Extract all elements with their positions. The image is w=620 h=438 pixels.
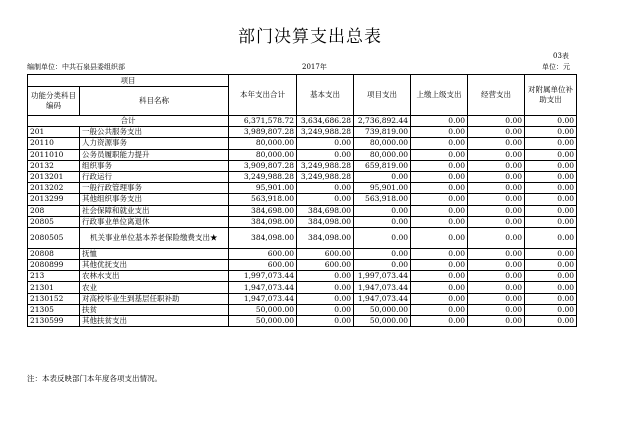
row-code: 21301: [28, 282, 80, 293]
total-total: 6,371,578.72: [229, 116, 297, 127]
table-row: [28, 127, 577, 138]
row-basic: 0.00: [297, 183, 354, 194]
row-upper: 0.00: [411, 138, 468, 149]
table-row: [28, 271, 577, 282]
row-basic: 0.00: [297, 194, 354, 205]
row-project: 80,000.00: [354, 149, 411, 160]
row-project: 95,901.00: [354, 183, 411, 194]
row-code: 20132: [28, 160, 80, 171]
table-row: [28, 316, 577, 327]
row-basic: 0.00: [297, 138, 354, 149]
row-subject-name: 行政运行: [80, 171, 229, 182]
row-subject-name: 农业: [80, 282, 229, 293]
row-upper: 0.00: [411, 271, 468, 282]
row-basic: 3,249,988.28: [297, 160, 354, 171]
row-business: 0.00: [468, 171, 525, 182]
table-note: 注：本表反映部门本年度各项支出情况。: [27, 374, 162, 383]
row-project: 0.00: [354, 248, 411, 259]
row-total: 3,909,807.28: [229, 160, 297, 171]
row-total: 384,098.00: [229, 227, 297, 248]
row-subject-name: 其他组织事务支出: [80, 194, 229, 205]
row-code: 20808: [28, 248, 80, 259]
row-upper: 0.00: [411, 293, 468, 304]
row-subsidy: 0.00: [525, 227, 577, 248]
header-item-group: 项目: [28, 75, 229, 87]
row-project: 1,947,073.44: [354, 282, 411, 293]
row-upper: 0.00: [411, 260, 468, 271]
row-project: 659,819.00: [354, 160, 411, 171]
currency-unit: 单位：元: [542, 63, 570, 71]
row-subsidy: 0.00: [525, 194, 577, 205]
row-subject-name: 公务员履职能力提升: [80, 149, 229, 160]
row-project: 0.00: [354, 171, 411, 182]
row-total: 384,098.00: [229, 216, 297, 227]
row-total: 3,989,807.28: [229, 127, 297, 138]
row-total: 384,698.00: [229, 205, 297, 216]
table-row: [28, 205, 577, 216]
row-basic: 0.00: [297, 316, 354, 327]
row-total: 80,000.00: [229, 149, 297, 160]
row-basic: 384,098.00: [297, 216, 354, 227]
row-project: 0.00: [354, 205, 411, 216]
header-func-code: 功能分类科目编码: [28, 87, 80, 116]
compiling-unit: 编制单位：中共石泉县委组织部: [27, 63, 125, 71]
page-title: 部门决算支出总表: [238, 27, 382, 47]
row-business: 0.00: [468, 316, 525, 327]
row-subject-name: 一般行政管理事务: [80, 183, 229, 194]
row-upper: 0.00: [411, 127, 468, 138]
row-project: 80,000.00: [354, 138, 411, 149]
row-business: 0.00: [468, 293, 525, 304]
report-year: 2017年: [302, 63, 327, 71]
row-total: 50,000.00: [229, 316, 297, 327]
header-basic: 基本支出: [297, 75, 354, 116]
row-upper: 0.00: [411, 160, 468, 171]
row-business: 0.00: [468, 248, 525, 259]
row-upper: 0.00: [411, 171, 468, 182]
row-subsidy: 0.00: [525, 205, 577, 216]
header-business: 经营支出: [468, 75, 525, 116]
header-total: 本年支出合计: [229, 75, 297, 116]
header-row-group: [28, 75, 577, 87]
row-upper: 0.00: [411, 149, 468, 160]
table-row: [28, 227, 577, 248]
row-total: 80,000.00: [229, 138, 297, 149]
table-row: [28, 260, 577, 271]
row-subject-name: 对高校毕业生到基层任职补助: [80, 293, 229, 304]
table-row: [28, 282, 577, 293]
row-upper: 0.00: [411, 316, 468, 327]
row-subject-name: 其他优抚支出: [80, 260, 229, 271]
row-business: 0.00: [468, 282, 525, 293]
row-code: 2080899: [28, 260, 80, 271]
row-code: 2011010: [28, 149, 80, 160]
row-total: 600.00: [229, 248, 297, 259]
table-row: [28, 183, 577, 194]
row-subsidy: 0.00: [525, 160, 577, 171]
row-business: 0.00: [468, 216, 525, 227]
row-upper: 0.00: [411, 216, 468, 227]
row-subject-name: 人力资源事务: [80, 138, 229, 149]
row-total: 1,947,073.44: [229, 293, 297, 304]
table-number: 03表: [553, 52, 569, 60]
row-code: 208: [28, 205, 80, 216]
row-subject-name: 组织事务: [80, 160, 229, 171]
row-business: 0.00: [468, 183, 525, 194]
row-basic: 0.00: [297, 304, 354, 315]
row-project: 0.00: [354, 216, 411, 227]
row-subsidy: 0.00: [525, 216, 577, 227]
row-business: 0.00: [468, 205, 525, 216]
row-code: 201: [28, 127, 80, 138]
total-upper: 0.00: [411, 116, 468, 127]
table-row: [28, 248, 577, 259]
row-subject-name: 机关事业单位基本养老保险缴费支出★: [80, 227, 229, 248]
row-subject-name: 其他扶贫支出: [80, 316, 229, 327]
row-project: 739,819.00: [354, 127, 411, 138]
row-project: 563,918.00: [354, 194, 411, 205]
row-project: 50,000.00: [354, 316, 411, 327]
row-subsidy: 0.00: [525, 260, 577, 271]
row-project: 50,000.00: [354, 304, 411, 315]
row-subject-name: 农林水支出: [80, 271, 229, 282]
row-business: 0.00: [468, 227, 525, 248]
row-subsidy: 0.00: [525, 138, 577, 149]
row-subsidy: 0.00: [525, 248, 577, 259]
total-row: [28, 116, 577, 127]
row-total: 1,997,073.44: [229, 271, 297, 282]
row-code: 2130599: [28, 316, 80, 327]
row-subject-name: 行政事业单位离退休: [80, 216, 229, 227]
row-basic: 0.00: [297, 271, 354, 282]
table-row: [28, 194, 577, 205]
row-business: 0.00: [468, 260, 525, 271]
row-total: 600.00: [229, 260, 297, 271]
row-basic: 600.00: [297, 260, 354, 271]
row-code: 2080505: [28, 227, 80, 248]
row-code: 213: [28, 271, 80, 282]
row-upper: 0.00: [411, 304, 468, 315]
row-subsidy: 0.00: [525, 271, 577, 282]
row-upper: 0.00: [411, 227, 468, 248]
row-project: 0.00: [354, 260, 411, 271]
row-basic: 0.00: [297, 293, 354, 304]
row-upper: 0.00: [411, 183, 468, 194]
row-upper: 0.00: [411, 194, 468, 205]
total-business: 0.00: [468, 116, 525, 127]
row-project: 1,947,073.44: [354, 293, 411, 304]
row-project: 0.00: [354, 227, 411, 248]
row-business: 0.00: [468, 271, 525, 282]
row-subject-name: 扶贫: [80, 304, 229, 315]
row-code: 2130152: [28, 293, 80, 304]
row-code: 20805: [28, 216, 80, 227]
table-row: [28, 160, 577, 171]
row-code: 20110: [28, 138, 80, 149]
row-business: 0.00: [468, 160, 525, 171]
row-business: 0.00: [468, 138, 525, 149]
row-subsidy: 0.00: [525, 183, 577, 194]
total-label: 合计: [28, 116, 229, 127]
row-subject-name: 社会保障和就业支出: [80, 205, 229, 216]
header-subject-name: 科目名称: [80, 87, 229, 116]
table-row: [28, 304, 577, 315]
row-business: 0.00: [468, 149, 525, 160]
total-project: 2,736,892.44: [354, 116, 411, 127]
row-total: 1,947,073.44: [229, 282, 297, 293]
expenditure-table: [27, 74, 577, 327]
row-code: 21305: [28, 304, 80, 315]
row-basic: 0.00: [297, 149, 354, 160]
row-business: 0.00: [468, 194, 525, 205]
header-upper: 上缴上级支出: [411, 75, 468, 116]
table-row: [28, 138, 577, 149]
row-total: 95,901.00: [229, 183, 297, 194]
row-code: 2013201: [28, 171, 80, 182]
row-subsidy: 0.00: [525, 282, 577, 293]
table-row: [28, 293, 577, 304]
row-basic: 3,249,988.28: [297, 171, 354, 182]
row-subsidy: 0.00: [525, 304, 577, 315]
row-basic: 384,698.00: [297, 205, 354, 216]
row-basic: 0.00: [297, 282, 354, 293]
row-basic: 600.00: [297, 248, 354, 259]
row-code: 2013299: [28, 194, 80, 205]
total-subsidy: 0.00: [525, 116, 577, 127]
row-upper: 0.00: [411, 205, 468, 216]
table-row: [28, 149, 577, 160]
row-subject-name: 一般公共服务支出: [80, 127, 229, 138]
total-basic: 3,634,686.28: [297, 116, 354, 127]
table-row: [28, 216, 577, 227]
header-project: 项目支出: [354, 75, 411, 116]
row-subsidy: 0.00: [525, 127, 577, 138]
row-subsidy: 0.00: [525, 293, 577, 304]
row-subsidy: 0.00: [525, 149, 577, 160]
row-code: 2013202: [28, 183, 80, 194]
row-total: 3,249,988.28: [229, 171, 297, 182]
row-total: 563,918.00: [229, 194, 297, 205]
row-business: 0.00: [468, 127, 525, 138]
row-upper: 0.00: [411, 282, 468, 293]
header-subsidy: 对附属单位补助支出: [525, 75, 577, 116]
row-total: 50,000.00: [229, 304, 297, 315]
row-subsidy: 0.00: [525, 316, 577, 327]
row-business: 0.00: [468, 304, 525, 315]
row-subject-name: 抚恤: [80, 248, 229, 259]
row-basic: 3,249,988.28: [297, 127, 354, 138]
row-project: 1,997,073.44: [354, 271, 411, 282]
table-row: [28, 171, 577, 182]
row-upper: 0.00: [411, 248, 468, 259]
row-subsidy: 0.00: [525, 171, 577, 182]
row-basic: 384,098.00: [297, 227, 354, 248]
